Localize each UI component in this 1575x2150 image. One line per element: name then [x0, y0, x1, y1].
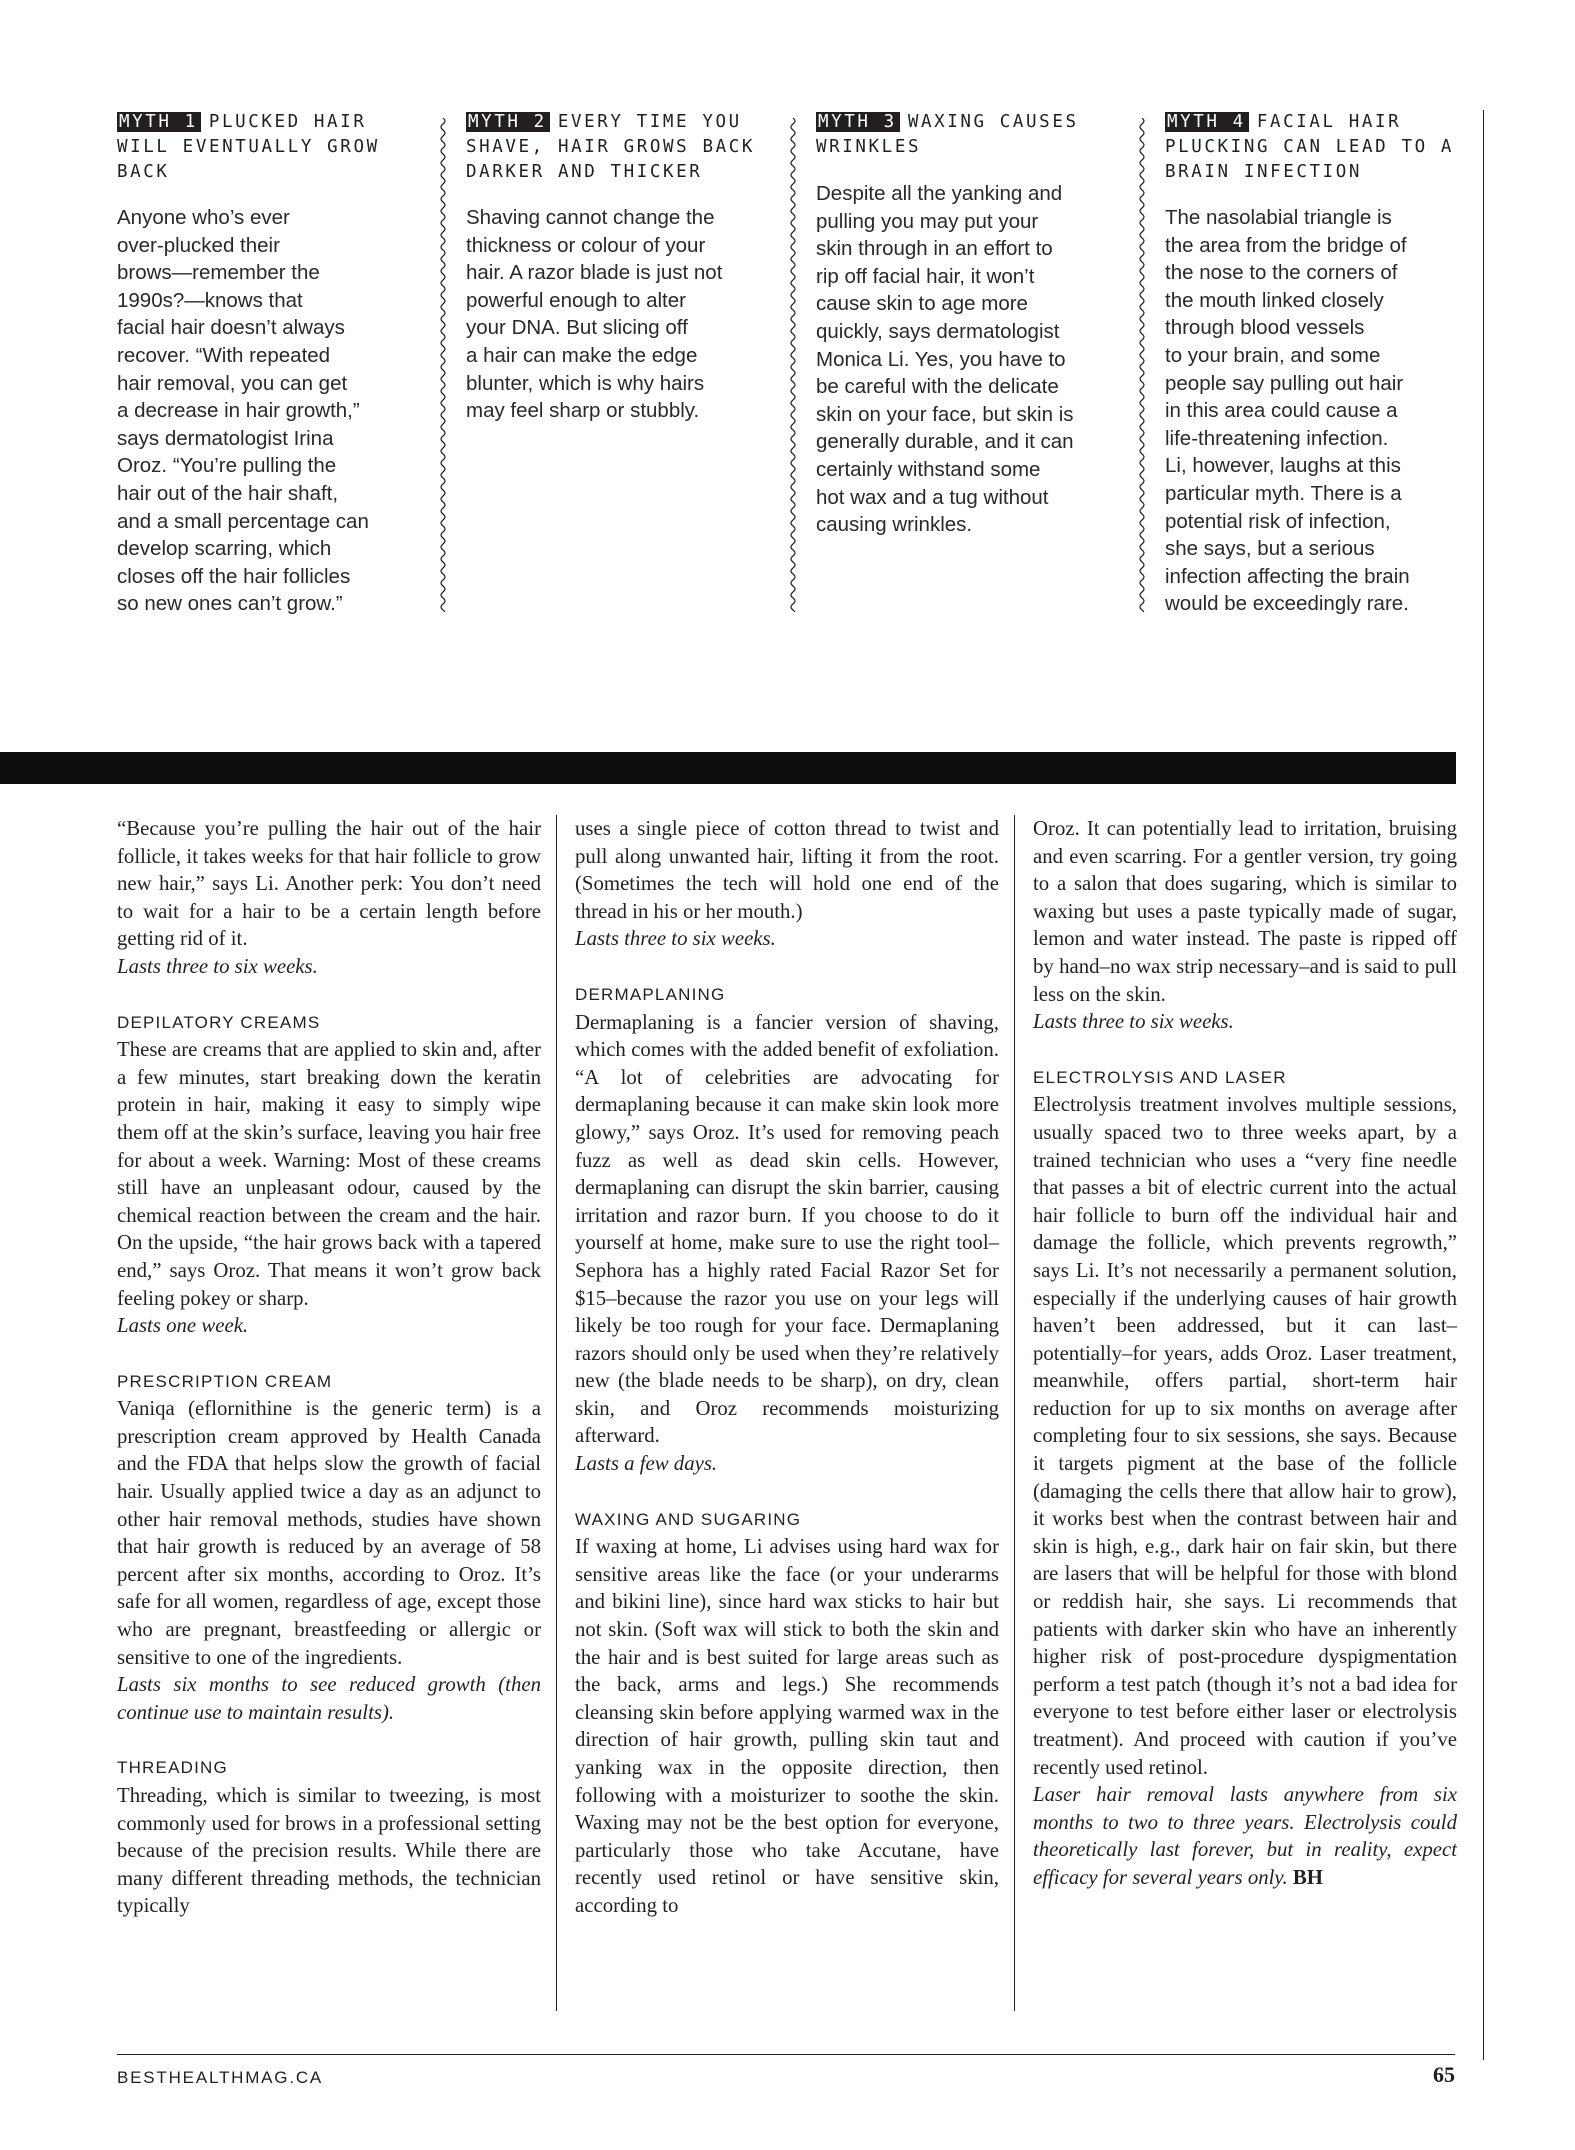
- duration-note: Lasts three to six weeks.: [575, 927, 776, 951]
- subhead-dermaplaning: DERMAPLANING: [575, 984, 726, 1004]
- paragraph: uses a single piece of cotton thread to twist and pull along unwanted hair, lifting it from the root. (Sometimes the tech will hold one end of the thread in his or her mouth.): [575, 817, 999, 923]
- myth-4: [1165, 110, 1465, 618]
- myth-1-tag: MYTH 1: [117, 112, 201, 132]
- page-number: 65: [1433, 2062, 1455, 2087]
- wavy-divider-2: [788, 118, 798, 612]
- wavy-divider-3: [1137, 118, 1147, 612]
- myth-1: [117, 110, 417, 618]
- footer-rule: [117, 2054, 1455, 2055]
- myth-4-heading: MYTH 4 FACIAL HAIR PLUCKING CAN LEAD TO A BRAIN INFECTION: [1165, 112, 1454, 182]
- duration-note: Lasts one week.: [117, 1314, 249, 1338]
- right-margin-rule: [1483, 110, 1484, 2060]
- section-band: [0, 752, 1456, 784]
- paragraph: “Because you’re pulling the hair out of the hair follicle, it takes weeks for that hair follicle to grow new hair,” says Li. Another perk: You don’t need to wait for a hair to be a certain length before getting rid of it.: [117, 817, 541, 951]
- myth-2-tag: MYTH 2: [466, 112, 550, 132]
- duration-note: Lasts three to six weeks.: [117, 954, 318, 978]
- paragraph: Dermaplaning is a fancier version of shaving, which comes with the added benefit of exfoliation. “A lot of celebrities are advocating for dermaplaning because it can make skin look more glowy,” says Oroz. It’s used for removing peach fuzz as well as dead skin cells. However, dermaplaning can disrupt the skin barrier, causing irritation and razor burn. If you choose to do it yourself at home, make sure to use the right tool–Sephora has a highly rated Facial Razor Set for $15–because the razor you use on your legs will likely be too rough for your face. Dermaplaning razors should only be used when they’re relatively new (the blade needs to be sharp), on dry, clean skin, and Oroz recommends moisturizing afterward.: [575, 1010, 999, 1448]
- duration-note: Laser hair removal lasts anywhere from six months to two to three years. Electrolysis could theoretically last forever, but in reality, expect efficacy for several years only. BH: [1033, 1783, 1457, 1889]
- myth-3-body: Despite all the yanking and pulling you may put your skin through in an effort to rip off facial hair, it won’t cause skin to age more quickly, says dermatologist Monica Li. Yes, you have to be careful with the delicate skin on your face, but skin is generally durable, and it can certainly withstand some hot wax and a tug without causing wrinkles.: [816, 182, 1074, 537]
- paragraph: Oroz. It can potentially lead to irritation, bruising and even scarring. For a gentler version, try going to a salon that does sugaring, which is similar to waxing but uses a paste typically made of sugar, lemon and water instead. The paste is ripped off by hand–no wax strip necessary–and is said to pull less on the skin.: [1033, 817, 1457, 1006]
- footer-site-url: BESTHEALTHMAG.CA: [117, 2068, 324, 2087]
- column-rule-2: [1014, 815, 1015, 2011]
- paragraph: Vaniqa (eflornithine is the generic term) is a prescription cream approved by Health Canada and the FDA that helps slow the growth of facial hair. Usually applied twice a day as an adjunct to other hair removal methods, studies have shown that hair growth is reduced by an average of 58 percent after six months, according to Oroz. It’s safe for all women, regardless of age, except those who are pregnant, breastfeeding or allergic or sensitive to one of the ingredients.: [117, 1397, 541, 1669]
- subhead-electrolysis-and-laser: ELECTROLYSIS AND LASER: [1033, 1067, 1287, 1087]
- duration-note: Lasts three to six weeks.: [1033, 1010, 1234, 1034]
- subhead-prescription-cream: PRESCRIPTION CREAM: [117, 1371, 333, 1391]
- column-rule-1: [556, 815, 557, 2011]
- paragraph: These are creams that are applied to skin and, after a few minutes, start breaking down the keratin protein in hair, making it easy to simply wipe them off at the skin’s surface, leaving you hair free for about a week. Warning: Most of these creams still have an unpleasant odour, caused by the chemical reaction between the cream and the hair. On the upside, “the hair grows back with a tapered end,” says Oroz. That means it won’t grow back feeling pokey or sharp.: [117, 1038, 541, 1310]
- myth-1-body: Anyone who’s ever over-plucked their brows—remember the 1990s?—knows that facial hair doesn’t always recover. “With repeated hair removal, you can get a decrease in hair growth,” says dermatologist Irina Oroz. “You’re pulling the hair out of the hair shaft, and a small percentage can develop scarring, which closes off the hair follicles so new ones can’t grow.”: [117, 206, 369, 616]
- signoff-mark: BH: [1292, 1865, 1323, 1889]
- paragraph: Threading, which is similar to tweezing, is most commonly used for brows in a professional setting because of the precision results. While there are many different threading methods, the technician typically: [117, 1784, 541, 1918]
- myth-3: [816, 110, 1116, 539]
- myth-3-tag: MYTH 3: [816, 112, 900, 132]
- subhead-depilatory-creams: DEPILATORY CREAMS: [117, 1012, 321, 1032]
- myth-2: [466, 110, 766, 425]
- myth-3-heading: MYTH 3 WAXING CAUSES WRINKLES: [816, 112, 1079, 157]
- subhead-waxing-and-sugaring: WAXING AND SUGARING: [575, 1509, 802, 1529]
- paragraph: Electrolysis treatment involves multiple sessions, usually spaced two to three weeks apart, by a trained technician who uses a “very fine needle that passes a bit of electric current into the actual hair follicle to burn off the individual hair and damage the follicle, which prevents regrowth,” says Li. It’s not necessarily a permanent solution, especially if the underlying causes of hair growth haven’t been addressed, but it can last–potentially–for years, adds Oroz. Laser treatment, meanwhile, offers partial, short-term hair reduction for up to six months on average after completing four to six sessions, she says. Because it targets pigment at the base of the follicle (damaging the cells there that allow hair to grow), it works best when the contrast between hair and skin is high, e.g., dark hair on fair skin, but there are lasers that will be helpful for those with blond or reddish hair, she says. Li recommends that patients with darker skin who have an inherently higher risk of post-procedure dyspigmentation perform a test patch (though it’s not a bad idea for everyone to test before either laser or electrolysis treatment). And proceed with caution if you’ve recently used retinol.: [1033, 1093, 1457, 1779]
- myth-4-tag: MYTH 4: [1165, 112, 1249, 132]
- paragraph: If waxing at home, Li advises using hard wax for sensitive areas like the face (or your underarms and bikini line), since hard wax sticks to hair but not skin. (Soft wax will stick to both the skin and the hair and is best suited for large areas such as the back, arms and legs.) She recommends cleansing skin before applying warmed wax in the direction of hair growth, pulling skin taut and yanking wax in the opposite direction, then following with a moisturizer to soothe the skin. Waxing may not be the best option for everyone, particularly those who take Accutane, have recently used retinol or have sensitive skin, according to: [575, 1535, 999, 1917]
- duration-note: Lasts six months to see reduced growth (then continue use to maintain results).: [117, 1673, 541, 1724]
- article-column-2: [575, 815, 999, 1920]
- myth-2-body: Shaving cannot change the thickness or colour of your hair. A razor blade is just not powerful enough to alter your DNA. But slicing off a hair can make the edge blunter, which is why hairs may feel sharp or stubbly.: [466, 206, 723, 423]
- myth-2-heading: MYTH 2 EVERY TIME YOU SHAVE, HAIR GROWS BACK DARKER AND THICKER: [466, 112, 755, 182]
- duration-note: Lasts a few days.: [575, 1452, 718, 1476]
- wavy-divider-1: [438, 118, 448, 612]
- myth-1-heading: MYTH 1 PLUCKED HAIR WILL EVENTUALLY GROW BACK: [117, 112, 380, 182]
- article-column-1: [117, 815, 541, 1920]
- subhead-threading: THREADING: [117, 1758, 228, 1778]
- myth-4-body: The nasolabial triangle is the area from the bridge of the nose to the corners of the mouth linked closely through blood vessels to your brain, and some people say pulling out hair in this area could cause a life-threatening infection. Li, however, laughs at this particular myth. There is a potential risk of infection, she says, but a serious infection affecting the brain would be exceedingly rare.: [1165, 206, 1410, 616]
- article-column-3: [1033, 815, 1457, 1892]
